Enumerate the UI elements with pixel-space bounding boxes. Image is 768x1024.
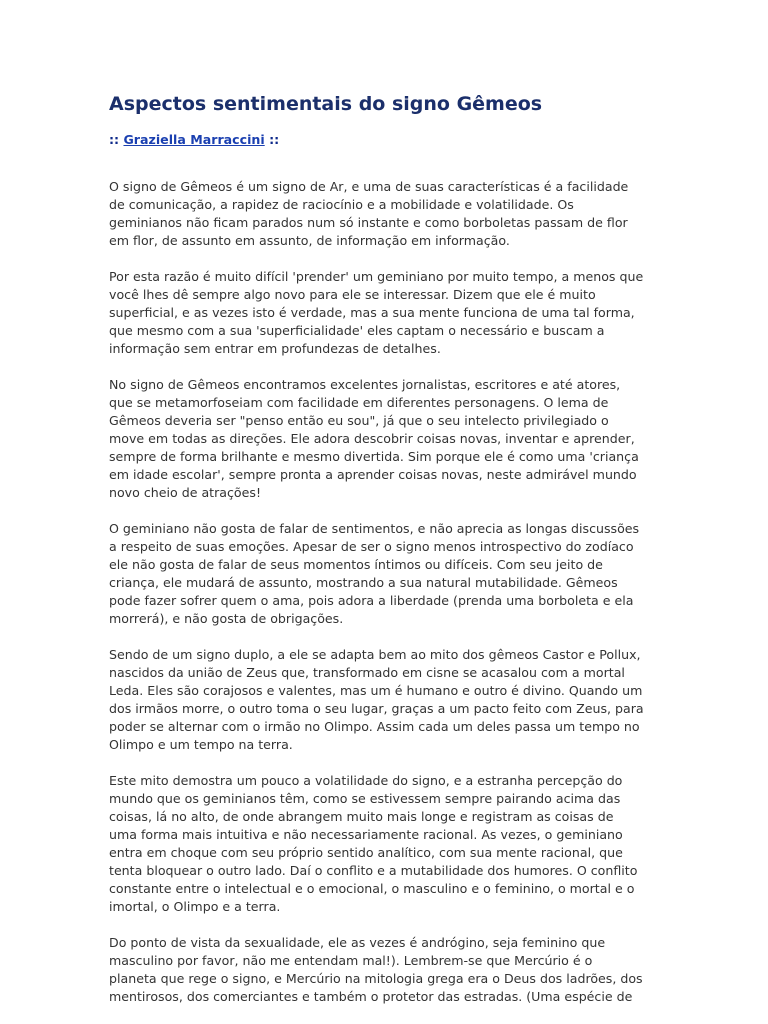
- paragraph-line: Do ponto de vista da sexualidade, ele as vezes é andrógino, seja feminino que: [109, 935, 606, 950]
- paragraph-line: dos irmãos morre, o outro toma o seu lugar, graças a um pacto feito com Zeus, para: [109, 701, 644, 716]
- paragraph-line: masculino por favor, não me entendam mal!). Lembrem-se que Mercúrio é o: [109, 953, 593, 968]
- paragraph-line: uma forma mais intuitiva e não necessariamente racional. As vezes, o geminiano: [109, 827, 623, 842]
- article-paragraph: [109, 520, 669, 628]
- paragraph-line: mundo que os geminianos têm, como se estivessem sempre pairando acima das: [109, 791, 621, 806]
- article-paragraph: [109, 772, 669, 916]
- article-container: [109, 90, 669, 1024]
- paragraph-line: No signo de Gêmeos encontramos excelentes jornalistas, escritores e até atores,: [109, 377, 621, 392]
- paragraph-line: ele não gosta de falar de seus momentos íntimos ou difíceis. Com seu jeito de: [109, 557, 603, 572]
- paragraph-line: O geminiano não gosta de falar de sentimentos, e não aprecia as longas discussões: [109, 521, 640, 536]
- paragraph-line: Por esta razão é muito difícil 'prender' um geminiano por muito tempo, a menos que: [109, 269, 644, 284]
- article-body: [109, 178, 669, 1006]
- paragraph-line: que mesmo com a sua 'superficialidade' eles captam o necessário e buscam a: [109, 323, 605, 338]
- paragraph-line: superficial, e as vezes isto é verdade, mas a sua mente funciona de uma tal forma,: [109, 305, 635, 320]
- paragraph-line: morrerá), e não gosta de obrigações.: [109, 611, 344, 626]
- paragraph-line: que se metamorfoseiam com facilidade em diferentes personagens. O lema de: [109, 395, 609, 410]
- paragraph-line: coisas, lá no alto, de onde abrangem muito mais longe e registram as coisas de: [109, 809, 614, 824]
- paragraph-line: Sendo de um signo duplo, a ele se adapta bem ao mito dos gêmeos Castor e Pollux,: [109, 647, 641, 662]
- paragraph-line: em flor, de assunto em assunto, de informação em informação.: [109, 233, 510, 248]
- paragraph-line: planeta que rege o signo, e Mercúrio na mitologia grega era o Deus dos ladrões, dos: [109, 971, 643, 986]
- paragraph-line: tenta bloquear o outro lado. Daí o conflito e a mutabilidade dos humores. O conflito: [109, 863, 638, 878]
- paragraph-line: informação sem entrar em profundezas de detalhes.: [109, 341, 441, 356]
- paragraph-line: Leda. Eles são corajosos e valentes, mas um é humano e outro é divino. Quando um: [109, 683, 643, 698]
- paragraph-line: de comunicação, a rapidez de raciocínio e a mobilidade e volatilidade. Os: [109, 197, 574, 212]
- paragraph-line: novo cheio de atrações!: [109, 485, 261, 500]
- article-paragraph: [109, 934, 669, 1006]
- article-paragraph: [109, 178, 669, 250]
- article-paragraph: [109, 268, 669, 358]
- paragraph-line: a respeito de suas emoções. Apesar de ser o signo menos introspectivo do zodíaco: [109, 539, 634, 554]
- paragraph-line: pode fazer sofrer quem o ama, pois adora a liberdade (prenda uma borboleta e ela: [109, 593, 634, 608]
- paragraph-line: em idade escolar', sempre pronta a aprender coisas novas, neste admirável mundo: [109, 467, 637, 482]
- byline: [109, 131, 669, 149]
- paragraph-line: move em todas as direções. Ele adora descobrir coisas novas, inventar e aprender,: [109, 431, 635, 446]
- paragraph-line: Gêmeos deveria ser "penso então eu sou", já que o seu intelecto privilegiado o: [109, 413, 609, 428]
- paragraph-line: entra em choque com seu próprio sentido analítico, com sua mente racional, que: [109, 845, 623, 860]
- paragraph-line: você lhes dê sempre algo novo para ele se interessar. Dizem que ele é muito: [109, 287, 596, 302]
- byline-prefix: ::: [109, 132, 120, 147]
- paragraph-line: geminianos não ficam parados num só instante e como borboletas passam de flor: [109, 215, 628, 230]
- paragraph-line: Olimpo e um tempo na terra.: [109, 737, 293, 752]
- article-title: Aspectos sentimentais do signo Gêmeos: [109, 93, 543, 115]
- paragraph-line: sempre de forma brilhante e mesmo divertida. Sim porque ele é como uma 'criança: [109, 449, 639, 464]
- paragraph-line: constante entre o intelectual e o emocional, o masculino e o feminino, o mortal e o: [109, 881, 635, 896]
- article-paragraph: [109, 376, 669, 502]
- paragraph-line: nascidos da união de Zeus que, transformado em cisne se acasalou com a mortal: [109, 665, 625, 680]
- article-paragraph: [109, 646, 669, 754]
- paragraph-line: poder se alternar com o irmão no Olimpo. Assim cada um deles passa um tempo no: [109, 719, 640, 734]
- paragraph-line: mentirosos, dos comerciantes e também o protetor das estradas. (Uma espécie de: [109, 989, 633, 1004]
- paragraph-line: criança, ele mudará de assunto, mostrando a sua natural mutabilidade. Gêmeos: [109, 575, 618, 590]
- paragraph-line: Este mito demostra um pouco a volatilidade do signo, e a estranha percepção do: [109, 773, 623, 788]
- author-link[interactable]: Graziella Marraccini: [123, 132, 265, 147]
- paragraph-line: imortal, o Olimpo e a terra.: [109, 899, 281, 914]
- byline-suffix: ::: [269, 132, 280, 147]
- paragraph-line: O signo de Gêmeos é um signo de Ar, e uma de suas características é a facilidade: [109, 179, 629, 194]
